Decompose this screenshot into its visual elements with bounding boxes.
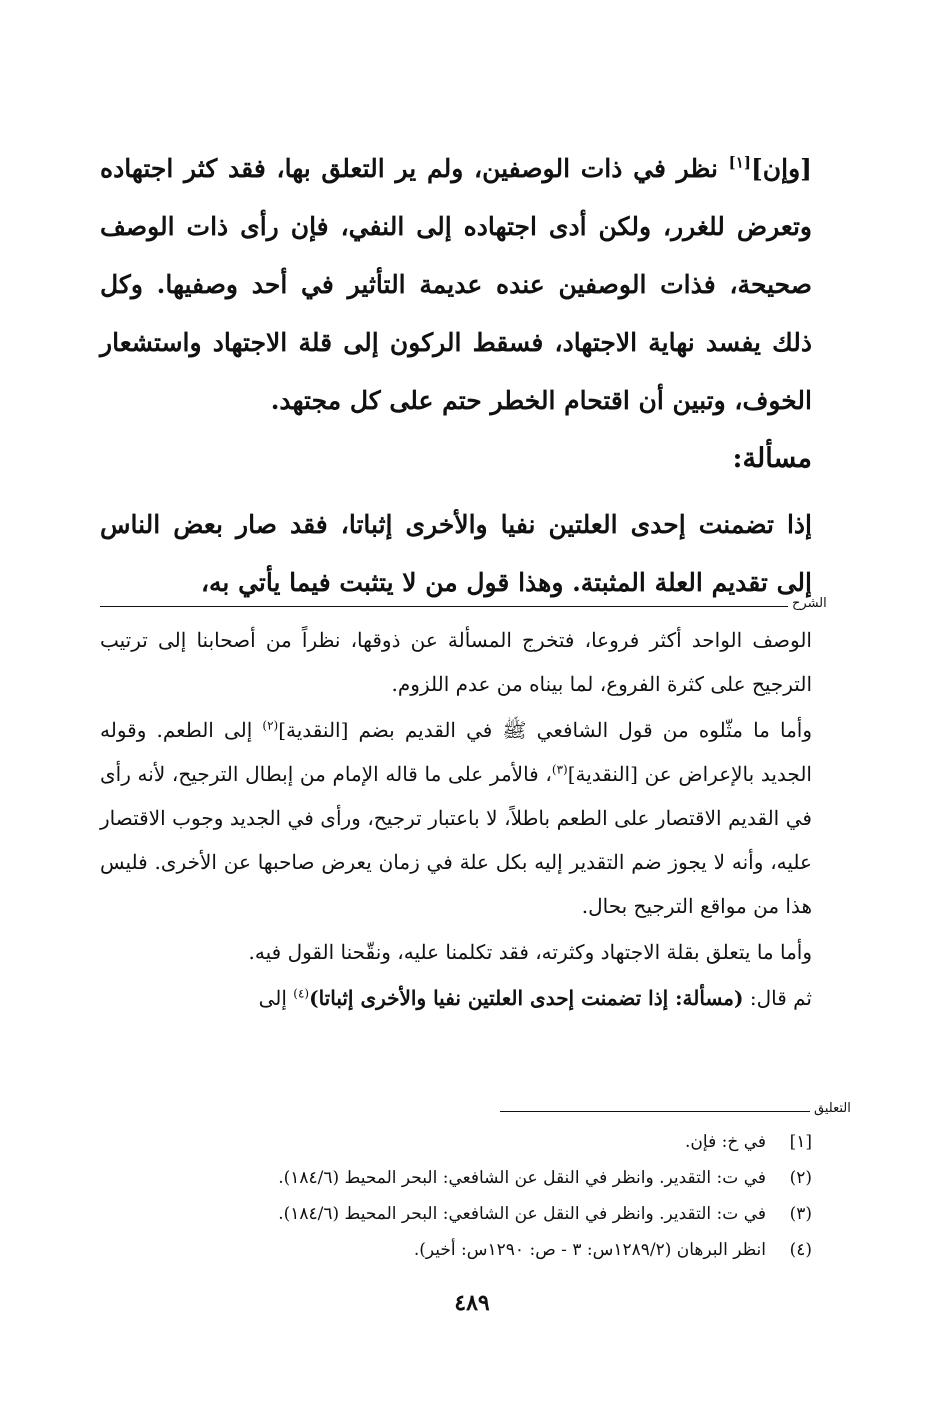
main-paragraph-2: إذا تضمنت إحدى العلتين نفيا والأخرى إثباتا، فقد صار بعض الناس إلى تقديم العلة المثبتة. وهذا قول من لا يتثبت فيما يأتي به، [100, 510, 812, 597]
commentary-paragraph-2-part-a: وأما ما مثّلوه من قول الشافعي ﷺ في القديم بضم [النقدية] [278, 718, 813, 742]
footnote-4 [100, 1232, 812, 1268]
footnote-number: (٣) [789, 1204, 812, 1224]
quoted-issue: (مسألة: إذا تضمنت إحدى العلتين نفيا والأخرى إثباتا) [309, 986, 744, 1010]
footnote-ref-3: (٣) [551, 762, 568, 777]
commentary-paragraph-2-part-b: إلى الطعم. وقوله الجديد بالإعراض عن [النقدية] [100, 718, 812, 786]
footnote-number: (٢) [789, 1168, 812, 1188]
sharh-label: الشرح [792, 596, 827, 611]
sharh-separator [100, 606, 788, 607]
footnote-2 [100, 1160, 812, 1196]
footnote-3 [100, 1196, 812, 1232]
commentary-paragraph-2-part-c: ، فالأمر على ما قاله الإمام من إبطال الترجيح، لأنه رأى في القديم الاقتصار على الطعم باطلاً، لا باعتبار ترجيح، ورأى في الجديد وجوب الاقتصار عليه، وأنه لا يجوز ضم التقدير إليه بكل علة في زمان يعرض صاحبها عن الأخرى. فليس هذا من مواقع الترجيح بحال. [100, 762, 812, 918]
footnote-number: (٤) [789, 1240, 812, 1260]
footnotes [100, 1124, 812, 1268]
commentary-paragraph-2 [100, 708, 812, 928]
taliq-label: التعليق [814, 1101, 851, 1116]
commentary-paragraph-4 [100, 976, 812, 1020]
footnote-1 [100, 1124, 812, 1160]
main-paragraph-1 [100, 140, 812, 430]
main-text [100, 140, 812, 612]
footnote-text: في خ: فإن. [685, 1132, 766, 1152]
footnote-text: في ت: التقدير. وانظر في النقل عن الشافعي: البحر المحيط (١٨٤/٦). [278, 1168, 766, 1188]
bracketed-word: [وإن] [750, 154, 812, 183]
section-heading: مسألة: [732, 443, 812, 474]
main-paragraph-1-text: نظر في ذات الوصفين، ولم ير التعلق بها، فقد كثر اجتهاده وتعرض للغرر، ولكن أدى اجتهاده إلى النفي، فإن رأى ذات الوصف صحيحة، فذات الوصفين عنده عديمة التأثير في أحد وصفيها. وكل ذلك يفسد نهاية الاجتهاد، فسقط الركون إلى قلة الاجتهاد واستشعار الخوف، وتبين أن اقتحام الخطر حتم على كل مجتهد. [100, 154, 813, 415]
commentary-paragraph-4-part-a: ثم قال: [743, 986, 812, 1010]
commentary-paragraph-4-part-b: إلى [258, 986, 294, 1010]
footnote-ref-1: [١] [728, 153, 751, 172]
footnote-ref-2: (٢) [262, 718, 279, 733]
footnote-number: [١] [789, 1132, 812, 1152]
footnote-text: في ت: التقدير. وانظر في النقل عن الشافعي: البحر المحيط (١٨٤/٦). [278, 1204, 766, 1224]
commentary-text [100, 618, 812, 1020]
footnote-ref-4: (٤) [293, 986, 310, 1001]
taliq-separator [500, 1111, 810, 1112]
commentary-paragraph-3: وأما ما يتعلق بقلة الاجتهاد وكثرته، فقد تكلمنا عليه، ونقّحنا القول فيه. [248, 940, 812, 964]
commentary-paragraph-1: الوصف الواحد أكثر فروعا، فتخرج المسألة عن ذوقها، نظراً من أصحابنا إلى ترتيب الترجيح على كثرة الفروع، لما بيناه من عدم اللزوم. [100, 628, 812, 696]
page-number: ٤٨٩ [454, 1290, 490, 1316]
footnote-text: انظر البرهان (١٢٨٩/٢س: ٣ - ص: ١٢٩٠س: أخير). [413, 1240, 766, 1260]
